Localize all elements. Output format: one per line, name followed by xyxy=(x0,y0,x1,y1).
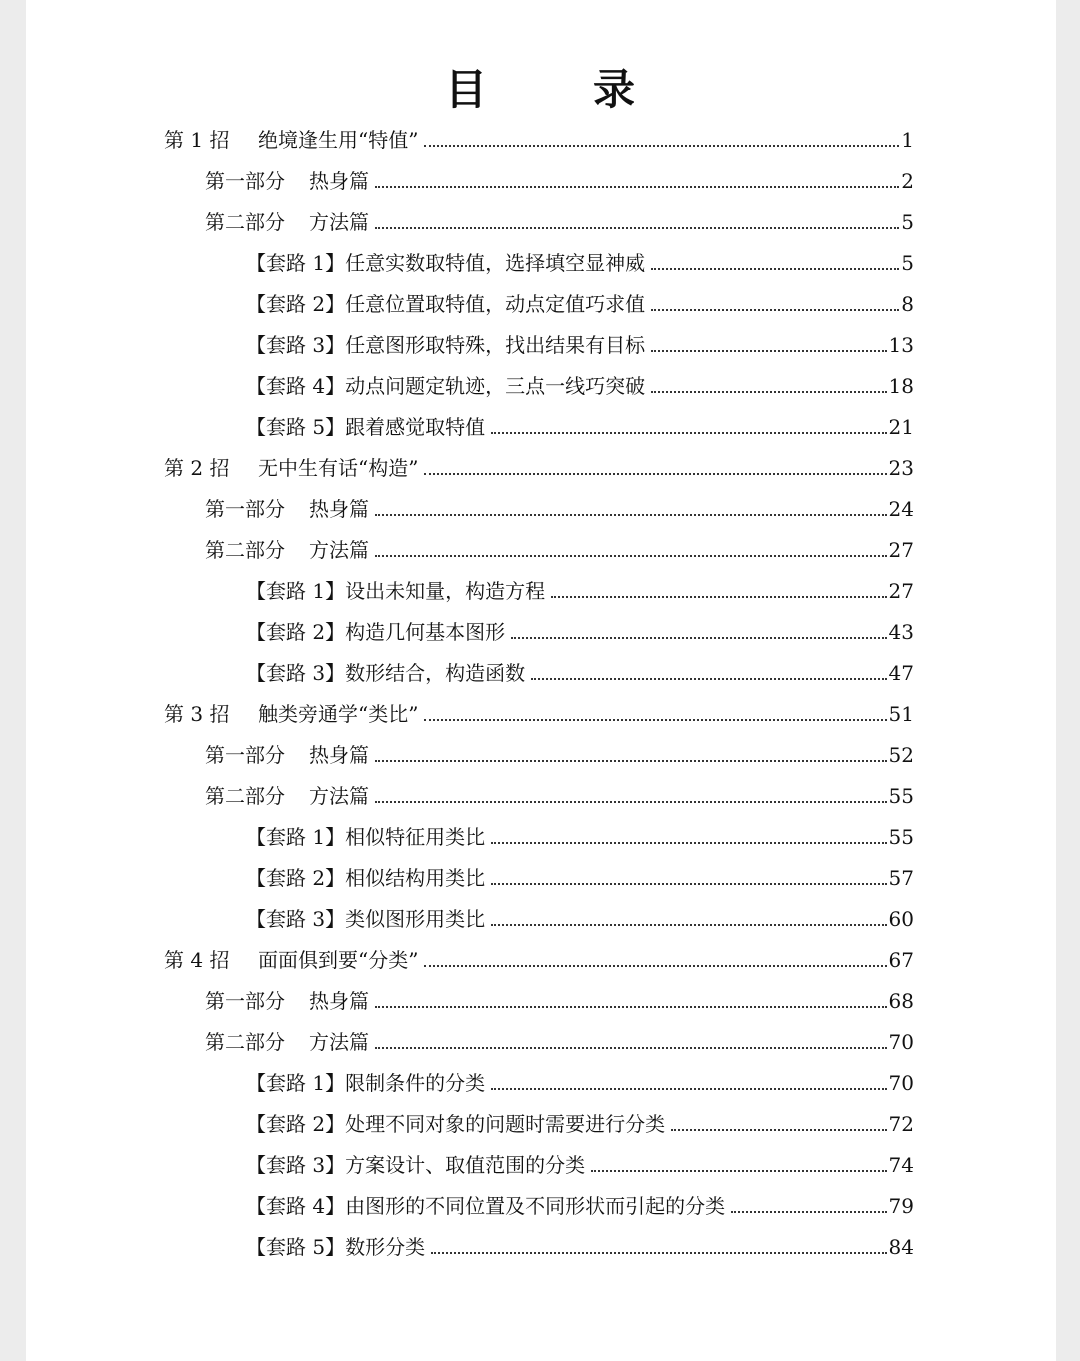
toc-routine-number: 【套路 2】 xyxy=(246,866,346,890)
toc-entry-label xyxy=(246,660,525,686)
toc-entry-title: 数形结合，构造函数 xyxy=(345,661,526,685)
toc-part-label: 第二部分 xyxy=(205,538,285,562)
toc-entry-label xyxy=(164,455,418,481)
toc-page-number: 47 xyxy=(888,661,914,685)
toc-entry-label xyxy=(246,1152,585,1178)
toc-page-number: 2 xyxy=(901,169,914,193)
toc-entry-title: 绝境逢生用“特值” xyxy=(258,128,419,152)
toc-entry-label xyxy=(246,906,485,932)
toc-entry-level-2[interactable] xyxy=(205,481,914,522)
toc-entry-label xyxy=(246,291,645,317)
toc-entry-level-3[interactable] xyxy=(246,604,914,645)
dot-leader xyxy=(491,924,886,926)
toc-entry-title: 面面俱到要“分类” xyxy=(258,948,419,972)
toc-entry-label xyxy=(205,988,369,1014)
toc-entry-title: 任意图形取特殊，找出结果有目标 xyxy=(345,333,646,357)
toc-entry-label xyxy=(205,1029,369,1055)
toc-entry-level-3[interactable] xyxy=(246,1178,914,1219)
toc-page-number: 67 xyxy=(888,948,914,972)
toc-page-number: 13 xyxy=(888,333,914,357)
toc-part-label: 第一部分 xyxy=(205,169,285,193)
toc-entry-title: 处理不同对象的问题时需要进行分类 xyxy=(345,1112,666,1136)
toc-entry-title: 类似图形用类比 xyxy=(345,907,486,931)
dot-leader xyxy=(375,1006,887,1008)
dot-leader xyxy=(375,555,887,557)
dot-leader xyxy=(591,1170,886,1172)
toc-entry-level-2[interactable] xyxy=(205,194,914,235)
toc-part-label: 第二部分 xyxy=(205,1030,285,1054)
toc-entry-label xyxy=(246,619,505,645)
toc-entry-label xyxy=(205,537,369,563)
dot-leader xyxy=(424,473,886,475)
dot-leader xyxy=(424,965,886,967)
dot-leader xyxy=(375,514,887,516)
toc-page-number: 21 xyxy=(888,415,914,439)
toc-routine-number: 【套路 1】 xyxy=(246,1071,346,1095)
toc-page-number: 55 xyxy=(888,784,914,808)
toc-entry-title: 相似结构用类比 xyxy=(345,866,486,890)
toc-page-number: 43 xyxy=(888,620,914,644)
toc-entry-label xyxy=(246,250,645,276)
toc-entry-level-3[interactable] xyxy=(246,891,914,932)
toc-entry-label xyxy=(246,1193,725,1219)
toc-page-number: 72 xyxy=(888,1112,914,1136)
page-title: 目 录 xyxy=(444,65,667,114)
toc-entry-level-3[interactable] xyxy=(246,235,914,276)
toc-routine-number: 【套路 5】 xyxy=(246,415,346,439)
toc-entry-title: 任意实数取特值，选择填空显神威 xyxy=(345,251,646,275)
dot-leader xyxy=(424,145,899,147)
toc-page-number: 55 xyxy=(888,825,914,849)
toc-entry-label xyxy=(164,701,418,727)
toc-routine-number: 【套路 2】 xyxy=(246,1112,346,1136)
toc-entry-title: 方法篇 xyxy=(309,538,369,562)
toc-entry-level-3[interactable] xyxy=(246,1096,914,1137)
toc-entry-title: 方法篇 xyxy=(309,210,369,234)
toc-page-number: 27 xyxy=(888,579,914,603)
toc-part-label: 第一部分 xyxy=(205,497,285,521)
toc-entry-label xyxy=(164,947,418,973)
toc-entry-label xyxy=(205,783,369,809)
toc-entry-title: 跟着感觉取特值 xyxy=(345,415,486,439)
toc-entry-title: 构造几何基本图形 xyxy=(345,620,506,644)
dot-leader xyxy=(651,309,899,311)
toc-routine-number: 【套路 4】 xyxy=(246,374,346,398)
dot-leader xyxy=(375,186,899,188)
dot-leader xyxy=(424,719,886,721)
toc-entry-level-3[interactable] xyxy=(246,1055,914,1096)
toc-entry-title: 触类旁通学“类比” xyxy=(258,702,419,726)
toc-entry-level-3[interactable] xyxy=(246,645,914,686)
toc-page-number: 74 xyxy=(888,1153,914,1177)
toc-entry-title: 任意位置取特值，动点定值巧求值 xyxy=(345,292,646,316)
toc-entry-label xyxy=(246,373,645,399)
toc-routine-number: 【套路 1】 xyxy=(246,579,346,603)
toc-entry-label xyxy=(205,168,369,194)
toc-part-label: 第二部分 xyxy=(205,784,285,808)
dot-leader xyxy=(375,801,887,803)
toc-entry-label xyxy=(246,578,545,604)
toc-chapter-number: 第 4 招 xyxy=(164,948,230,972)
toc-page-number: 5 xyxy=(901,251,914,275)
dot-leader xyxy=(531,678,886,680)
toc-routine-number: 【套路 2】 xyxy=(246,620,346,644)
toc-entry-level-2[interactable] xyxy=(205,153,914,194)
toc-page-number: 52 xyxy=(888,743,914,767)
toc-page-number: 1 xyxy=(901,128,914,152)
toc-entry-level-2[interactable] xyxy=(205,768,914,809)
toc-page-number: 18 xyxy=(888,374,914,398)
toc-routine-number: 【套路 4】 xyxy=(246,1194,346,1218)
toc-entry-title: 热身篇 xyxy=(309,989,369,1013)
toc-page-number: 70 xyxy=(888,1071,914,1095)
toc-entry-title: 热身篇 xyxy=(309,743,369,767)
toc-entry-level-1[interactable] xyxy=(164,112,914,153)
toc-entry-level-3[interactable] xyxy=(246,1137,914,1178)
toc-routine-number: 【套路 1】 xyxy=(246,251,346,275)
toc-entry-label xyxy=(164,127,418,153)
dot-leader xyxy=(375,227,899,229)
toc-chapter-number: 第 2 招 xyxy=(164,456,230,480)
toc-entry-level-2[interactable] xyxy=(205,1014,914,1055)
dot-leader xyxy=(375,760,887,762)
toc-entry-title: 设出未知量，构造方程 xyxy=(345,579,546,603)
toc-page-number: 68 xyxy=(888,989,914,1013)
toc-page-number: 8 xyxy=(901,292,914,316)
toc-entry-level-2[interactable] xyxy=(205,973,914,1014)
toc-entry-label xyxy=(246,1111,665,1137)
toc-page-number: 70 xyxy=(888,1030,914,1054)
toc-routine-number: 【套路 2】 xyxy=(246,292,346,316)
toc-entry-level-3[interactable] xyxy=(246,276,914,317)
toc-routine-number: 【套路 3】 xyxy=(246,1153,346,1177)
toc-entry-label xyxy=(205,496,369,522)
toc-page-number: 24 xyxy=(888,497,914,521)
toc-entry-level-3[interactable] xyxy=(246,850,914,891)
toc-entry-label xyxy=(246,414,485,440)
toc-entry-label xyxy=(246,1234,425,1260)
toc-part-label: 第一部分 xyxy=(205,743,285,767)
toc-entry-label xyxy=(246,1070,485,1096)
toc-page-number: 27 xyxy=(888,538,914,562)
toc-routine-number: 【套路 3】 xyxy=(246,333,346,357)
toc-entry-label xyxy=(205,209,369,235)
toc-entry-level-1[interactable] xyxy=(164,932,914,973)
toc-entry-level-2[interactable] xyxy=(205,727,914,768)
toc-page-number: 84 xyxy=(888,1235,914,1259)
dot-leader xyxy=(511,637,886,639)
toc-entry-title: 由图形的不同位置及不同形状而引起的分类 xyxy=(345,1194,726,1218)
toc-entry-label xyxy=(205,742,369,768)
toc-entry-level-2[interactable] xyxy=(205,522,914,563)
toc-entry-label xyxy=(246,332,645,358)
toc-entry-level-3[interactable] xyxy=(246,563,914,604)
toc-entry-level-3[interactable] xyxy=(246,358,914,399)
dot-leader xyxy=(491,432,886,434)
toc-entry-title: 热身篇 xyxy=(309,497,369,521)
dot-leader xyxy=(431,1252,886,1254)
toc-page-number: 57 xyxy=(888,866,914,890)
toc-entry-level-1[interactable] xyxy=(164,686,914,727)
toc-entry-title: 方法篇 xyxy=(309,1030,369,1054)
dot-leader xyxy=(651,268,899,270)
dot-leader xyxy=(491,1088,886,1090)
toc-chapter-number: 第 1 招 xyxy=(164,128,230,152)
toc-chapter-number: 第 3 招 xyxy=(164,702,230,726)
toc-page-number: 60 xyxy=(888,907,914,931)
toc-page-number: 5 xyxy=(901,210,914,234)
toc-page-number: 23 xyxy=(888,456,914,480)
toc-entry-level-3[interactable] xyxy=(246,317,914,358)
toc-entry-title: 无中生有话“构造” xyxy=(258,456,419,480)
toc-part-label: 第二部分 xyxy=(205,210,285,234)
toc-entry-label xyxy=(246,824,485,850)
toc-routine-number: 【套路 1】 xyxy=(246,825,346,849)
dot-leader xyxy=(651,350,886,352)
toc-entry-level-3[interactable] xyxy=(246,399,914,440)
toc-entry-level-1[interactable] xyxy=(164,440,914,481)
toc-routine-number: 【套路 3】 xyxy=(246,907,346,931)
toc-part-label: 第一部分 xyxy=(205,989,285,1013)
dot-leader xyxy=(671,1129,886,1131)
toc-entry-title: 热身篇 xyxy=(309,169,369,193)
dot-leader xyxy=(491,883,886,885)
toc-page-number: 79 xyxy=(888,1194,914,1218)
dot-leader xyxy=(491,842,886,844)
toc-routine-number: 【套路 5】 xyxy=(246,1235,346,1259)
dot-leader xyxy=(651,391,886,393)
dot-leader xyxy=(375,1047,887,1049)
toc-entry-title: 动点问题定轨迹，三点一线巧突破 xyxy=(345,374,646,398)
dot-leader xyxy=(551,596,886,598)
toc-entry-level-3[interactable] xyxy=(246,1219,914,1260)
toc-routine-number: 【套路 3】 xyxy=(246,661,346,685)
toc-entry-title: 数形分类 xyxy=(345,1235,426,1259)
dot-leader xyxy=(731,1211,886,1213)
toc-entry-title: 限制条件的分类 xyxy=(345,1071,486,1095)
toc-entry-title: 方案设计、取值范围的分类 xyxy=(345,1153,586,1177)
toc-entry-title: 方法篇 xyxy=(309,784,369,808)
toc-entry-label xyxy=(246,865,485,891)
toc-page-number: 51 xyxy=(888,702,914,726)
toc-entry-title: 相似特征用类比 xyxy=(345,825,486,849)
toc-entry-level-3[interactable] xyxy=(246,809,914,850)
